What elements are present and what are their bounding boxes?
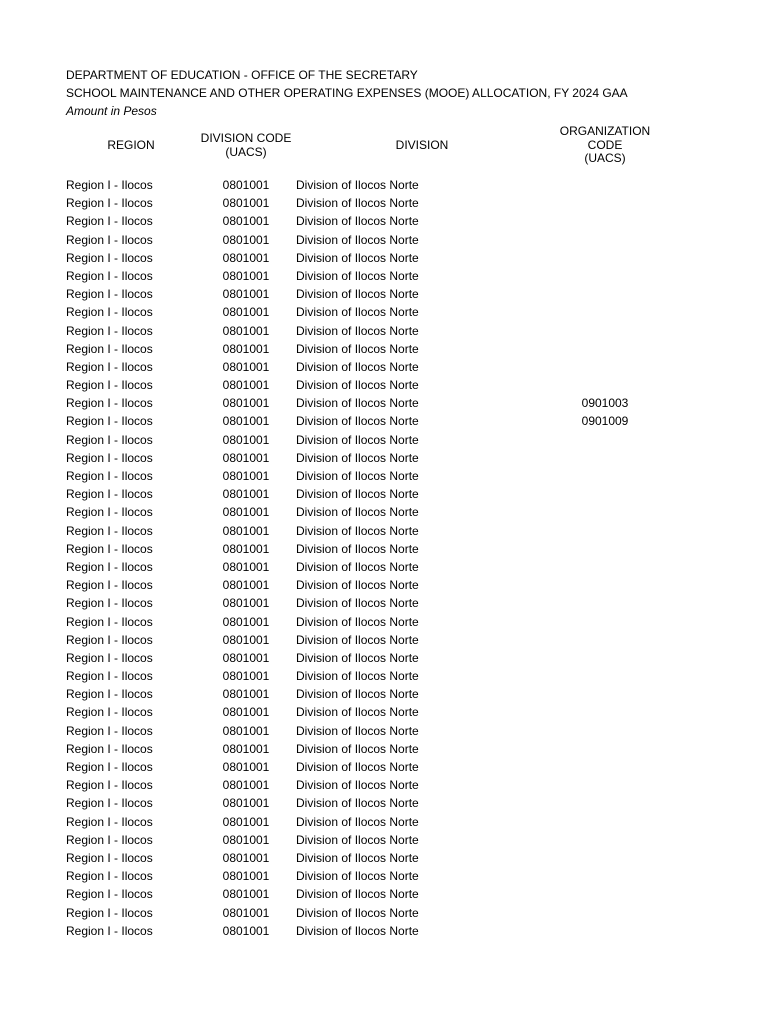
region-cell: Region I - Ilocos (66, 378, 153, 393)
division-cell: Division of Ilocos Norte (296, 614, 419, 629)
division-code-cell: 0801001 (222, 287, 270, 302)
region-cell: Region I - Ilocos (66, 487, 153, 502)
region-cell: Region I - Ilocos (66, 632, 153, 647)
region-cell: Region I - Ilocos (66, 669, 153, 684)
division-cell: Division of Ilocos Norte (296, 723, 419, 738)
region-cell: Region I - Ilocos (66, 687, 153, 702)
region-cell: Region I - Ilocos (66, 578, 153, 593)
document-title-agency: DEPARTMENT OF EDUCATION - OFFICE OF THE SECRETARY (66, 68, 418, 82)
division-code-cell: 0801001 (222, 214, 270, 229)
division-cell: Division of Ilocos Norte (296, 869, 419, 884)
table-row (0, 740, 768, 758)
division-cell: Division of Ilocos Norte (296, 432, 419, 447)
column-header-line: ORGANIZATION (559, 124, 651, 138)
division-cell: Division of Ilocos Norte (296, 596, 419, 611)
division-cell: Division of Ilocos Norte (296, 578, 419, 593)
table-row (0, 394, 768, 412)
division-cell: Division of Ilocos Norte (296, 687, 419, 702)
region-cell: Region I - Ilocos (66, 796, 153, 811)
division-code-cell: 0801001 (222, 232, 270, 247)
division-cell: Division of Ilocos Norte (296, 250, 419, 265)
table-row (0, 849, 768, 867)
division-cell: Division of Ilocos Norte (296, 196, 419, 211)
region-cell: Region I - Ilocos (66, 741, 153, 756)
division-cell: Division of Ilocos Norte (296, 232, 419, 247)
column-header-division-code (196, 132, 296, 159)
table-row (0, 249, 768, 267)
table-row (0, 685, 768, 703)
table-row (0, 776, 768, 794)
division-code-cell: 0801001 (222, 632, 270, 647)
division-cell: Division of Ilocos Norte (296, 905, 419, 920)
division-cell: Division of Ilocos Norte (296, 760, 419, 774)
division-code-cell: 0801001 (222, 650, 270, 665)
region-cell: Region I - Ilocos (66, 232, 153, 247)
division-code-cell: 0801001 (222, 760, 270, 774)
division-cell: Division of Ilocos Norte (296, 541, 419, 556)
table-row (0, 540, 768, 558)
division-code-cell: 0801001 (222, 741, 270, 756)
region-cell: Region I - Ilocos (66, 832, 153, 847)
division-code-cell: 0801001 (222, 614, 270, 629)
division-code-cell: 0801001 (222, 814, 270, 829)
column-header-line: (UACS) (225, 144, 267, 159)
division-cell: Division of Ilocos Norte (296, 523, 419, 538)
division-code-cell: 0801001 (222, 905, 270, 920)
division-code-cell: 0801001 (222, 705, 270, 720)
column-header-line: REGION (107, 138, 155, 152)
division-cell: Division of Ilocos Norte (296, 559, 419, 574)
table-row (0, 867, 768, 885)
column-header-region (66, 139, 196, 153)
division-code-cell: 0801001 (222, 523, 270, 538)
division-cell: Division of Ilocos Norte (296, 887, 419, 902)
table-row (0, 649, 768, 667)
division-code-cell: 0801001 (222, 178, 270, 192)
division-cell: Division of Ilocos Norte (296, 778, 419, 793)
column-header-line: DIVISION CODE (200, 131, 292, 145)
organization-code-cell: 0901003 (581, 396, 629, 411)
region-cell: Region I - Ilocos (66, 541, 153, 556)
region-cell: Region I - Ilocos (66, 196, 153, 211)
region-cell: Region I - Ilocos (66, 559, 153, 574)
division-code-cell: 0801001 (222, 850, 270, 865)
division-code-cell: 0801001 (222, 305, 270, 320)
region-cell: Region I - Ilocos (66, 359, 153, 374)
region-cell: Region I - Ilocos (66, 214, 153, 229)
region-cell: Region I - Ilocos (66, 760, 153, 774)
region-cell: Region I - Ilocos (66, 396, 153, 411)
division-code-cell: 0801001 (222, 378, 270, 393)
table-row (0, 303, 768, 321)
table-row (0, 667, 768, 685)
region-cell: Region I - Ilocos (66, 723, 153, 738)
division-code-cell: 0801001 (222, 559, 270, 574)
division-cell: Division of Ilocos Norte (296, 796, 419, 811)
table-row (0, 576, 768, 594)
column-header-line: DIVISION (395, 138, 449, 152)
region-cell: Region I - Ilocos (66, 778, 153, 793)
table-row (0, 885, 768, 903)
division-cell: Division of Ilocos Norte (296, 705, 419, 720)
division-code-cell: 0801001 (222, 469, 270, 483)
division-code-cell: 0801001 (222, 487, 270, 502)
document-title-report: SCHOOL MAINTENANCE AND OTHER OPERATING EXPENSES (MOOE) ALLOCATION, FY 2024 GAA (66, 86, 628, 100)
region-cell: Region I - Ilocos (66, 705, 153, 720)
table-row (0, 231, 768, 249)
table-row (0, 831, 768, 849)
table-row (0, 904, 768, 922)
division-cell: Division of Ilocos Norte (296, 378, 419, 393)
division-code-cell: 0801001 (222, 450, 270, 465)
region-cell: Region I - Ilocos (66, 814, 153, 829)
region-cell: Region I - Ilocos (66, 887, 153, 902)
region-cell: Region I - Ilocos (66, 268, 153, 283)
column-header-line: (UACS) (584, 151, 626, 165)
division-code-cell: 0801001 (222, 832, 270, 847)
division-code-cell: 0801001 (222, 396, 270, 411)
region-cell: Region I - Ilocos (66, 505, 153, 520)
division-cell: Division of Ilocos Norte (296, 832, 419, 847)
table-row (0, 813, 768, 831)
division-code-cell: 0801001 (222, 596, 270, 611)
division-code-cell: 0801001 (222, 541, 270, 556)
region-cell: Region I - Ilocos (66, 905, 153, 920)
division-code-cell: 0801001 (222, 869, 270, 884)
region-cell: Region I - Ilocos (66, 178, 153, 192)
division-code-cell: 0801001 (222, 268, 270, 283)
region-cell: Region I - Ilocos (66, 469, 153, 483)
table-row (0, 558, 768, 576)
table-row (0, 412, 768, 430)
table-row (0, 758, 768, 776)
table-row (0, 631, 768, 649)
column-header-division (296, 139, 548, 153)
division-code-cell: 0801001 (222, 578, 270, 593)
amount-unit-note: Amount in Pesos (66, 104, 157, 118)
table-row (0, 358, 768, 376)
division-cell: Division of Ilocos Norte (296, 650, 419, 665)
table-row (0, 467, 768, 485)
division-cell: Division of Ilocos Norte (296, 850, 419, 865)
division-code-cell: 0801001 (222, 923, 270, 938)
region-cell: Region I - Ilocos (66, 596, 153, 611)
division-code-cell: 0801001 (222, 196, 270, 211)
division-cell: Division of Ilocos Norte (296, 741, 419, 756)
table-row (0, 922, 768, 940)
division-code-cell: 0801001 (222, 778, 270, 793)
division-cell: Division of Ilocos Norte (296, 923, 419, 938)
data-table-body (0, 176, 768, 940)
table-row (0, 176, 768, 194)
division-cell: Division of Ilocos Norte (296, 450, 419, 465)
organization-code-cell: 0901009 (581, 414, 629, 429)
division-cell: Division of Ilocos Norte (296, 178, 419, 192)
division-cell: Division of Ilocos Norte (296, 505, 419, 520)
table-row (0, 267, 768, 285)
table-row (0, 212, 768, 230)
division-code-cell: 0801001 (222, 414, 270, 429)
table-row (0, 594, 768, 612)
region-cell: Region I - Ilocos (66, 305, 153, 320)
region-cell: Region I - Ilocos (66, 523, 153, 538)
table-row (0, 285, 768, 303)
division-cell: Division of Ilocos Norte (296, 669, 419, 684)
region-cell: Region I - Ilocos (66, 850, 153, 865)
region-cell: Region I - Ilocos (66, 323, 153, 338)
division-code-cell: 0801001 (222, 323, 270, 338)
region-cell: Region I - Ilocos (66, 869, 153, 884)
table-row (0, 485, 768, 503)
division-code-cell: 0801001 (222, 687, 270, 702)
region-cell: Region I - Ilocos (66, 341, 153, 356)
region-cell: Region I - Ilocos (66, 414, 153, 429)
region-cell: Region I - Ilocos (66, 614, 153, 629)
region-cell: Region I - Ilocos (66, 432, 153, 447)
region-cell: Region I - Ilocos (66, 287, 153, 302)
division-code-cell: 0801001 (222, 505, 270, 520)
region-cell: Region I - Ilocos (66, 250, 153, 265)
division-cell: Division of Ilocos Norte (296, 359, 419, 374)
region-cell: Region I - Ilocos (66, 650, 153, 665)
division-code-cell: 0801001 (222, 669, 270, 684)
table-row (0, 322, 768, 340)
division-cell: Division of Ilocos Norte (296, 414, 419, 429)
table-row (0, 613, 768, 631)
division-code-cell: 0801001 (222, 887, 270, 902)
table-row (0, 722, 768, 740)
table-row (0, 703, 768, 721)
division-cell: Division of Ilocos Norte (296, 268, 419, 283)
table-row (0, 340, 768, 358)
division-code-cell: 0801001 (222, 723, 270, 738)
division-code-cell: 0801001 (222, 432, 270, 447)
table-row (0, 794, 768, 812)
division-cell: Division of Ilocos Norte (296, 214, 419, 229)
division-cell: Division of Ilocos Norte (296, 814, 419, 829)
division-cell: Division of Ilocos Norte (296, 632, 419, 647)
column-header-line: CODE (587, 137, 623, 152)
table-row (0, 194, 768, 212)
region-cell: Region I - Ilocos (66, 450, 153, 465)
table-row (0, 522, 768, 540)
division-cell: Division of Ilocos Norte (296, 305, 419, 320)
division-cell: Division of Ilocos Norte (296, 287, 419, 302)
division-cell: Division of Ilocos Norte (296, 396, 419, 411)
region-cell: Region I - Ilocos (66, 923, 153, 938)
column-header-organization-code (548, 125, 662, 166)
division-cell: Division of Ilocos Norte (296, 341, 419, 356)
table-row (0, 503, 768, 521)
division-code-cell: 0801001 (222, 359, 270, 374)
table-row (0, 431, 768, 449)
table-row (0, 449, 768, 467)
division-code-cell: 0801001 (222, 250, 270, 265)
division-code-cell: 0801001 (222, 796, 270, 811)
table-row (0, 376, 768, 394)
division-code-cell: 0801001 (222, 341, 270, 356)
division-cell: Division of Ilocos Norte (296, 487, 419, 502)
division-cell: Division of Ilocos Norte (296, 469, 419, 483)
division-cell: Division of Ilocos Norte (296, 323, 419, 338)
